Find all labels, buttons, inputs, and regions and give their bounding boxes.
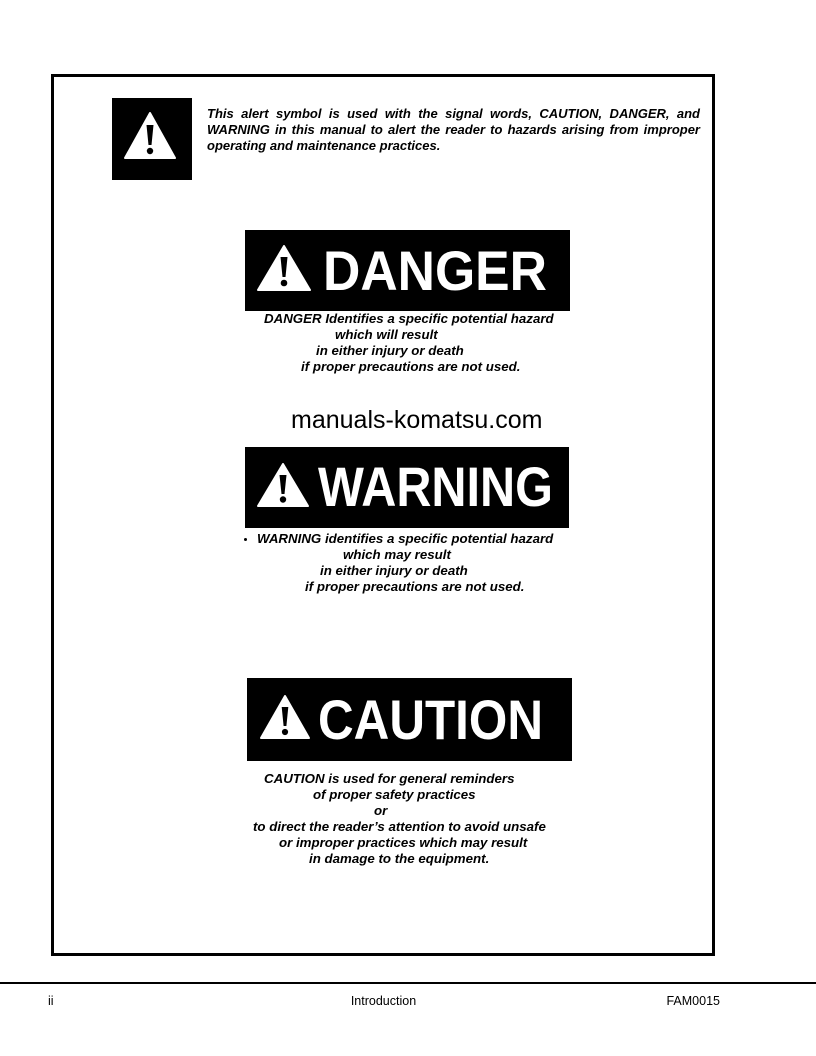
- caution-description-line: of proper safety practices: [313, 787, 476, 802]
- watermark-text: manuals-komatsu.com: [291, 406, 543, 434]
- section-title: Introduction: [350, 994, 417, 1008]
- footer-rule: [0, 982, 816, 984]
- stray-mark: [244, 538, 247, 541]
- alert-description-line: WARNING in this manual to alert the reader to hazards arising from improper: [207, 122, 700, 137]
- caution-description-line: or improper practices which may result: [279, 835, 528, 850]
- danger-description-line: in either injury or death: [316, 343, 464, 358]
- document-code: FAM0015: [666, 994, 720, 1008]
- warning-label: WARNING: [318, 455, 553, 518]
- warning-signal-banner: [245, 447, 569, 528]
- warning-description-line: which may result: [343, 547, 451, 562]
- danger-description-line: which will result: [335, 327, 438, 342]
- warning-description-line: WARNING identifies a specific potential hazard: [257, 531, 554, 546]
- danger-description-line: if proper precautions are not used.: [301, 359, 521, 374]
- caution-description-line: to direct the reader’s attention to avoid unsafe: [253, 819, 546, 834]
- warning-description-line: in either injury or death: [320, 563, 468, 578]
- danger-signal-banner: [245, 230, 570, 311]
- danger-description-line: DANGER Identifies a specific potential hazard: [264, 311, 554, 326]
- danger-label: DANGER: [323, 239, 547, 302]
- alert-symbol-description: [207, 106, 700, 154]
- warning-description-line: if proper precautions are not used.: [305, 579, 525, 594]
- alert-description-line: This alert symbol is used with the signal words, CAUTION, DANGER, and: [207, 106, 700, 121]
- caution-description-line: CAUTION is used for general reminders: [264, 771, 515, 786]
- alert-symbol: [112, 98, 192, 180]
- alert-description-line: operating and maintenance practices.: [207, 138, 441, 153]
- page-number: ii: [48, 994, 54, 1008]
- caution-signal-banner: [247, 678, 572, 761]
- caution-label: CAUTION: [318, 688, 543, 751]
- caution-description-line: in damage to the equipment.: [309, 851, 490, 866]
- caution-description-line: or: [374, 803, 388, 818]
